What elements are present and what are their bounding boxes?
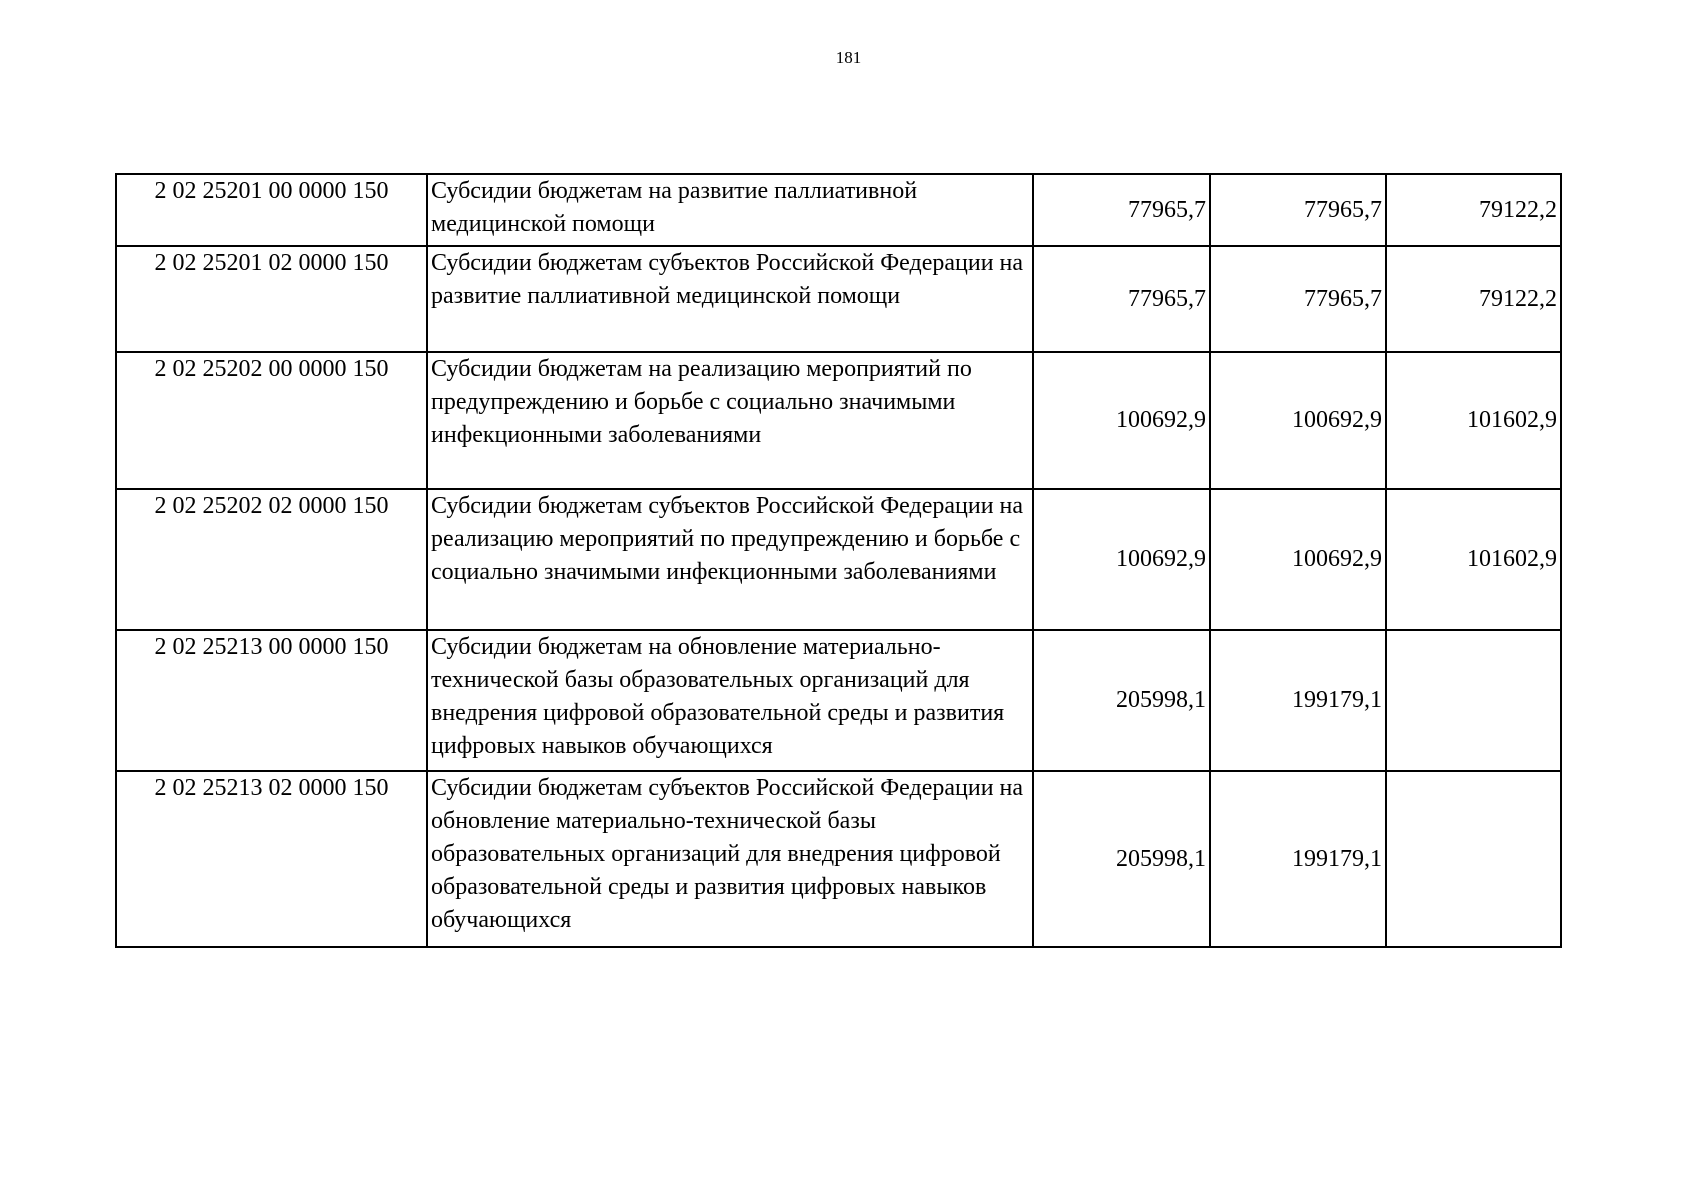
row-description: Субсидии бюджетам субъектов Российской Федерации на реализацию мероприятий по предупреждению и борьбе с социально значимыми инфекционными заболеваниями xyxy=(427,489,1033,630)
budget-code: 2 02 25201 02 0000 150 xyxy=(116,246,427,352)
budget-code: 2 02 25213 00 0000 150 xyxy=(116,630,427,771)
row-description: Субсидии бюджетам субъектов Российской Федерации на обновление материально-технической базы образовательных организаций для внедрения цифровой образовательной среды и развития цифровых навыков обучающихся xyxy=(427,771,1033,947)
value-col-2: 199179,1 xyxy=(1210,771,1386,947)
value-col-3: 79122,2 xyxy=(1386,246,1561,352)
row-description: Субсидии бюджетам на развитие паллиативной медицинской помощи xyxy=(427,174,1033,246)
value-col-2: 100692,9 xyxy=(1210,352,1386,489)
value-col-2: 77965,7 xyxy=(1210,174,1386,246)
row-description: Субсидии бюджетам на обновление материально-технической базы образовательных организаций для внедрения цифровой образовательной среды и развития цифровых навыков обучающихся xyxy=(427,630,1033,771)
value-col-1: 77965,7 xyxy=(1033,246,1210,352)
value-col-2: 199179,1 xyxy=(1210,630,1386,771)
value-col-1: 205998,1 xyxy=(1033,771,1210,947)
table-row xyxy=(116,630,1561,771)
budget-code: 2 02 25213 02 0000 150 xyxy=(116,771,427,947)
row-description: Субсидии бюджетам на реализацию мероприятий по предупреждению и борьбе с социально значимыми инфекционными заболеваниями xyxy=(427,352,1033,489)
budget-code: 2 02 25201 00 0000 150 xyxy=(116,174,427,246)
value-col-3: 101602,9 xyxy=(1386,489,1561,630)
table-row xyxy=(116,489,1561,630)
value-col-1: 205998,1 xyxy=(1033,630,1210,771)
budget-table xyxy=(115,173,1562,948)
value-col-1: 77965,7 xyxy=(1033,174,1210,246)
value-col-3 xyxy=(1386,771,1561,947)
value-col-3: 101602,9 xyxy=(1386,352,1561,489)
budget-code: 2 02 25202 02 0000 150 xyxy=(116,489,427,630)
budget-code: 2 02 25202 00 0000 150 xyxy=(116,352,427,489)
value-col-1: 100692,9 xyxy=(1033,489,1210,630)
table-row xyxy=(116,174,1561,246)
value-col-1: 100692,9 xyxy=(1033,352,1210,489)
value-col-3: 79122,2 xyxy=(1386,174,1561,246)
value-col-2: 100692,9 xyxy=(1210,489,1386,630)
value-col-3 xyxy=(1386,630,1561,771)
value-col-2: 77965,7 xyxy=(1210,246,1386,352)
table-row xyxy=(116,352,1561,489)
page-number: 181 xyxy=(835,48,862,67)
row-description: Субсидии бюджетам субъектов Российской Федерации на развитие паллиативной медицинской помощи xyxy=(427,246,1033,352)
table-row xyxy=(116,246,1561,352)
table-row xyxy=(116,771,1561,947)
